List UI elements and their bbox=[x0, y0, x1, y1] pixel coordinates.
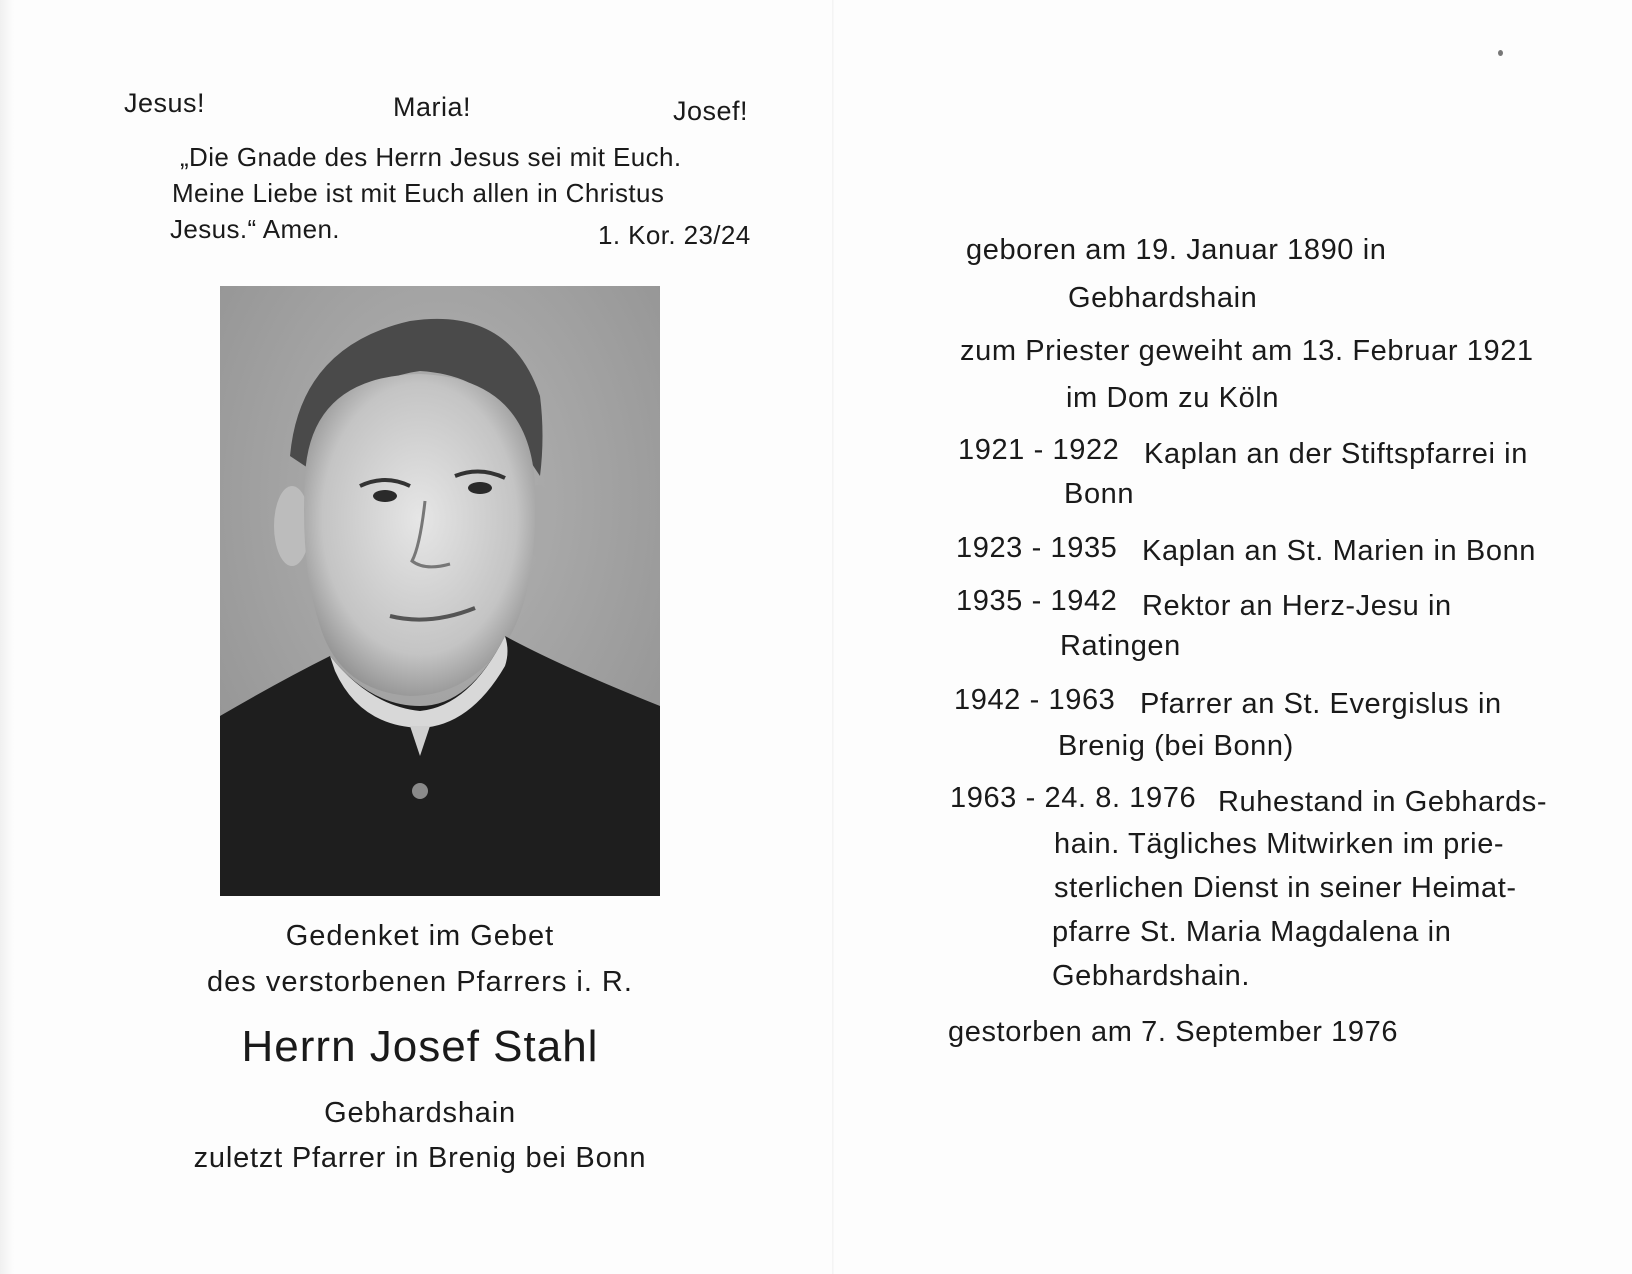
quote-line-1: „Die Gnade des Herrn Jesus sei mit Euch. bbox=[180, 142, 682, 172]
deceased-line: des verstorbenen Pfarrers i. R. bbox=[207, 966, 633, 998]
born-line-1: geboren am 19. Januar 1890 in bbox=[966, 234, 1387, 266]
invocation-maria: Maria! bbox=[393, 92, 472, 122]
career-years-3: 1935 - 1942 bbox=[956, 585, 1118, 617]
scan-edge-shadow bbox=[0, 0, 14, 1274]
career-years-1: 1921 - 1922 bbox=[958, 434, 1120, 466]
career-text-2: Kaplan an St. Marien in Bonn bbox=[1142, 535, 1537, 567]
career-cont-5a: hain. Tägliches Mitwirken im prie- bbox=[1054, 828, 1505, 860]
last-position: zuletzt Pfarrer in Brenig bei Bonn bbox=[193, 1142, 647, 1174]
remember-line: Gedenket im Gebet bbox=[285, 920, 555, 952]
quote-line-3: Jesus.“ Amen. bbox=[170, 214, 340, 244]
born-line-2: Gebhardshain bbox=[1068, 282, 1258, 314]
card-fold-line bbox=[832, 0, 834, 1274]
career-text-5: Ruhestand in Gebhards- bbox=[1218, 786, 1548, 818]
died-line: gestorben am 7. September 1976 bbox=[948, 1016, 1399, 1048]
career-text-4: Pfarrer an St. Evergislus in bbox=[1140, 688, 1502, 720]
career-cont-3: Ratingen bbox=[1060, 630, 1181, 662]
career-cont-4: Brenig (bei Bonn) bbox=[1058, 730, 1294, 762]
career-years-5: 1963 - 24. 8. 1976 bbox=[950, 782, 1197, 814]
career-cont-5b: sterlichen Dienst in seiner Heimat- bbox=[1054, 872, 1517, 904]
hometown: Gebhardshain bbox=[324, 1097, 516, 1129]
career-cont-1: Bonn bbox=[1064, 478, 1135, 510]
career-cont-5d: Gebhardshain. bbox=[1052, 960, 1251, 992]
career-text-3: Rektor an Herz-Jesu in bbox=[1142, 590, 1452, 622]
dust-speck bbox=[1498, 50, 1503, 56]
career-years-2: 1923 - 1935 bbox=[956, 532, 1118, 564]
portrait-image bbox=[220, 286, 660, 896]
ordained-line-2: im Dom zu Köln bbox=[1066, 382, 1280, 414]
deceased-name: Herrn Josef Stahl bbox=[241, 1022, 599, 1071]
quote-reference: 1. Kor. 23/24 bbox=[598, 220, 751, 250]
career-years-4: 1942 - 1963 bbox=[954, 684, 1116, 716]
ordained-line-1: zum Priester geweiht am 13. Februar 1921 bbox=[960, 335, 1534, 367]
invocation-josef: Josef! bbox=[673, 96, 749, 126]
career-cont-5c: pfarre St. Maria Magdalena in bbox=[1052, 916, 1452, 948]
quote-line-2: Meine Liebe ist mit Euch allen in Christus bbox=[172, 178, 665, 208]
invocation-jesus: Jesus! bbox=[124, 88, 206, 118]
career-text-1: Kaplan an der Stiftspfarrei in bbox=[1144, 438, 1528, 470]
portrait-photo bbox=[220, 286, 660, 896]
